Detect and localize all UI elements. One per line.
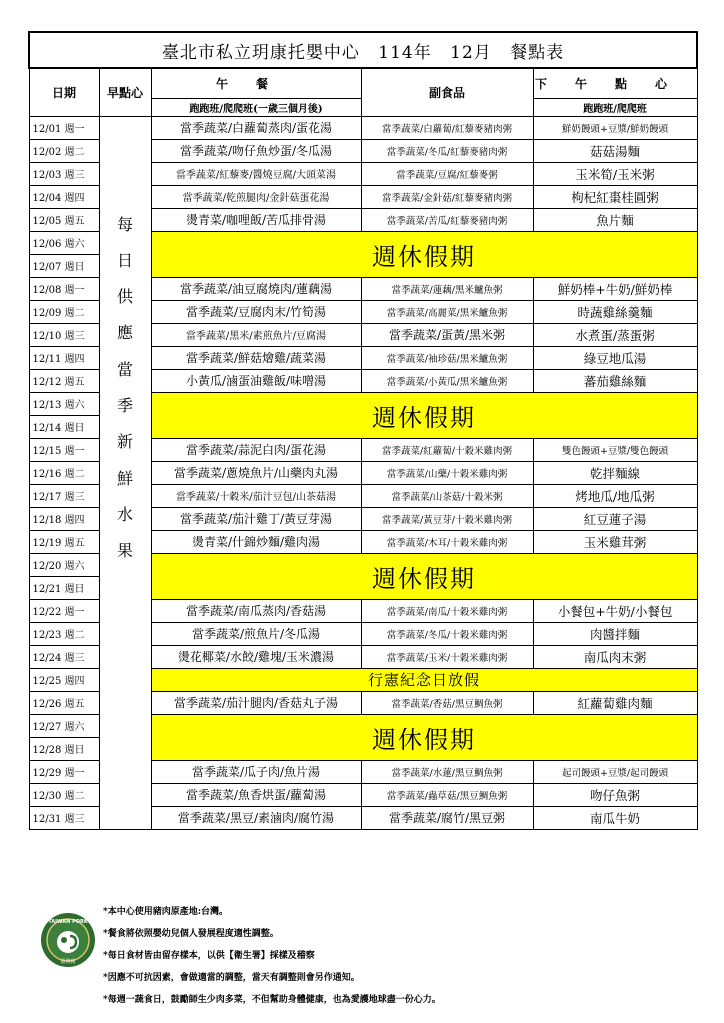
side-dish-cell: 當季蔬菜/苦瓜/紅藜麥豬肉粥 — [361, 208, 533, 231]
side-dish-cell: 當季蔬菜/香菇/黑豆鯛魚粥 — [361, 691, 533, 714]
date-cell: 12/17 週三 — [29, 484, 99, 507]
snack-cell: 小餐包+牛奶/小餐包 — [533, 599, 697, 622]
lunch-cell: 燙青菜/什錦炒麵/雞肉湯 — [151, 530, 361, 553]
lunch-cell: 當季蔬菜/黑米/素煎魚片/豆腐湯 — [151, 323, 361, 346]
snack-cell: 玉米筍/玉米粥 — [533, 162, 697, 185]
breakfast-char: 應 — [116, 323, 133, 343]
lunch-cell: 燙青菜/咖哩飯/苦瓜排骨湯 — [151, 208, 361, 231]
side-dish-cell: 當季蔬菜/木耳/十穀米雞肉粥 — [361, 530, 533, 553]
side-dish-cell: 當季蔬菜/南瓜/十穀米雞肉粥 — [361, 599, 533, 622]
snack-cell: 鮮奶饅頭+豆漿/鮮奶饅頭 — [533, 116, 697, 139]
snack-cell: 雙色饅頭+豆漿/雙色饅頭 — [533, 438, 697, 461]
side-dish-cell: 當季蔬菜/高麗菜/黑米鱸魚粥 — [361, 300, 533, 323]
lunch-cell: 當季蔬菜/蒜泥白肉/蛋花湯 — [151, 438, 361, 461]
lunch-cell: 當季蔬菜/茄汁腿肉/香菇丸子湯 — [151, 691, 361, 714]
side-dish-cell: 當季蔬菜/紅蘿蔔/十穀米雞肉粥 — [361, 438, 533, 461]
header-date: 日期 — [29, 68, 99, 116]
table-row — [29, 116, 697, 139]
weekend-holiday-cell: 週休假期 — [151, 714, 697, 760]
lunch-cell: 當季蔬菜/白蘿蔔蒸肉/蛋花湯 — [151, 116, 361, 139]
date-cell: 12/31 週三 — [29, 806, 99, 829]
lunch-cell: 當季蔬菜/煎魚片/冬瓜湯 — [151, 622, 361, 645]
taiwan-pork-logo — [40, 912, 96, 968]
date-cell: 12/01 週一 — [29, 116, 99, 139]
snack-cell: 烤地瓜/地瓜粥 — [533, 484, 697, 507]
lunch-cell: 當季蔬菜/蔥燒魚片/山藥肉丸湯 — [151, 461, 361, 484]
side-dish-cell: 當季蔬菜/蛋黃/黑米粥 — [361, 323, 533, 346]
side-dish-cell: 當季蔬菜/腐竹/黑豆粥 — [361, 806, 533, 829]
lunch-cell: 燙花椰菜/水餃/雞塊/玉米濃湯 — [151, 645, 361, 668]
lunch-cell: 當季蔬菜/黑豆/素滷肉/腐竹湯 — [151, 806, 361, 829]
side-dish-cell: 當季蔬菜/水蓮/黑豆鯛魚粥 — [361, 760, 533, 783]
date-cell: 12/30 週二 — [29, 783, 99, 806]
snack-cell: 吻仔魚粥 — [533, 783, 697, 806]
title-month: 12月 — [450, 42, 492, 63]
header-lunch: 午餐 — [151, 68, 361, 98]
header-snack: 下午點心 — [533, 68, 697, 98]
date-cell: 12/11 週四 — [29, 346, 99, 369]
lunch-cell: 當季蔬菜/南瓜蒸肉/香菇湯 — [151, 599, 361, 622]
breakfast-char: 水 — [116, 505, 133, 524]
side-dish-cell: 當季蔬菜/玉米/十穀米雞肉粥 — [361, 645, 533, 668]
weekend-holiday-cell: 週休假期 — [151, 392, 697, 438]
side-dish-cell: 當季蔬菜/山茶菇/十穀米粥 — [361, 484, 533, 507]
breakfast-cell — [99, 116, 151, 829]
snack-cell: 南瓜肉末粥 — [533, 645, 697, 668]
side-dish-cell: 當季蔬菜/蟲草菇/黑豆鯛魚粥 — [361, 783, 533, 806]
date-cell: 12/18 週四 — [29, 507, 99, 530]
date-cell: 12/08 週一 — [29, 277, 99, 300]
date-cell: 12/15 週一 — [29, 438, 99, 461]
snack-cell: 起司饅頭+豆漿/起司饅頭 — [533, 760, 697, 783]
header-snack-sub: 跑跑班/爬爬班 — [533, 98, 697, 116]
date-cell: 12/14 週日 — [29, 415, 99, 438]
date-cell: 12/02 週二 — [29, 139, 99, 162]
date-cell: 12/20 週六 — [29, 553, 99, 576]
page-title — [29, 32, 697, 68]
note-line: *因應不可抗因素，會做適當的調整，當天有調整則會另作通知。 — [103, 973, 360, 983]
menu-sheet — [28, 31, 696, 830]
snack-cell: 肉醬拌麵 — [533, 622, 697, 645]
date-cell: 12/04 週四 — [29, 185, 99, 208]
side-dish-cell: 當季蔬菜/蓮藕/黑米鱸魚粥 — [361, 277, 533, 300]
breakfast-char: 供 — [116, 287, 133, 307]
date-cell: 12/05 週五 — [29, 208, 99, 231]
lunch-cell: 小黃瓜/滷蛋油雞飯/味噌湯 — [151, 369, 361, 392]
lunch-cell: 當季蔬菜/油豆腐燒肉/蓮藕湯 — [151, 277, 361, 300]
snack-cell: 枸杞紅棗桂圓粥 — [533, 185, 697, 208]
side-dish-cell: 當季蔬菜/黃豆芽/十穀米雞肉粥 — [361, 507, 533, 530]
side-dish-cell: 當季蔬菜/冬瓜/十穀米雞肉粥 — [361, 622, 533, 645]
date-cell: 12/09 週二 — [29, 300, 99, 323]
note-line: *每日食材皆由留存樣本，以供【衛生署】採樣及稽察 — [103, 951, 315, 961]
side-dish-cell: 當季蔬菜/小黃瓜/黑米鱸魚粥 — [361, 369, 533, 392]
lunch-cell: 當季蔬菜/吻仔魚炒蛋/冬瓜湯 — [151, 139, 361, 162]
lunch-cell: 當季蔬菜/乾煎腿肉/金針菇蛋花湯 — [151, 185, 361, 208]
date-cell: 12/12 週五 — [29, 369, 99, 392]
title-year: 114年 — [378, 42, 432, 63]
date-cell: 12/16 週二 — [29, 461, 99, 484]
snack-cell: 綠豆地瓜湯 — [533, 346, 697, 369]
side-dish-cell: 當季蔬菜/冬瓜/紅藜麥豬肉粥 — [361, 139, 533, 162]
snack-cell: 時蔬雞絲羹麵 — [533, 300, 697, 323]
note-line: *每週一蔬食日，鼓勵師生少肉多菜，不但幫助身體健康，也為愛護地球盡一份心力。 — [103, 995, 441, 1005]
lunch-cell: 當季蔬菜/瓜子肉/魚片湯 — [151, 760, 361, 783]
snack-cell: 乾拌麵線 — [533, 461, 697, 484]
snack-cell: 紅蘿蔔雞肉麵 — [533, 691, 697, 714]
weekend-holiday-cell: 週休假期 — [151, 231, 697, 277]
snack-cell: 水煮蛋/蒸蛋粥 — [533, 323, 697, 346]
date-cell: 12/29 週一 — [29, 760, 99, 783]
lunch-cell: 當季蔬菜/茄汁雞丁/黃豆芽湯 — [151, 507, 361, 530]
date-cell: 12/23 週二 — [29, 622, 99, 645]
lunch-cell: 當季蔬菜/十穀米/茄汁豆包/山茶菇湯 — [151, 484, 361, 507]
breakfast-char: 新 — [116, 432, 133, 452]
snack-cell: 蕃茄雞絲麵 — [533, 369, 697, 392]
header-breakfast: 早點心 — [99, 68, 151, 116]
date-cell: 12/19 週五 — [29, 530, 99, 553]
header-side: 副食品 — [361, 68, 533, 116]
lunch-cell: 當季蔬菜/鮮菇燴雞/蔬菜湯 — [151, 346, 361, 369]
side-dish-cell: 當季蔬菜/豆腐/紅藜麥粥 — [361, 162, 533, 185]
breakfast-char: 季 — [116, 396, 133, 416]
side-dish-cell: 當季蔬菜/白蘿蔔/紅藜麥豬肉粥 — [361, 116, 533, 139]
date-cell: 12/21 週日 — [29, 576, 99, 599]
menu-table — [28, 31, 698, 830]
snack-cell: 魚片麵 — [533, 208, 697, 231]
date-cell: 12/22 週一 — [29, 599, 99, 622]
snack-cell: 菇菇湯麵 — [533, 139, 697, 162]
note-line: *本中心使用豬肉原產地:台灣。 — [103, 907, 229, 917]
side-dish-cell: 當季蔬菜/袖珍菇/黑米鱸魚粥 — [361, 346, 533, 369]
snack-cell: 鮮奶棒+牛奶/鮮奶棒 — [533, 277, 697, 300]
date-cell: 12/03 週三 — [29, 162, 99, 185]
national-holiday-cell: 行憲紀念日放假 — [151, 668, 697, 691]
date-cell: 12/27 週六 — [29, 714, 99, 737]
date-cell: 12/28 週日 — [29, 737, 99, 760]
weekend-holiday-cell: 週休假期 — [151, 553, 697, 599]
title-label: 餐點表 — [510, 42, 565, 63]
breakfast-char: 鮮 — [116, 468, 133, 488]
lunch-cell: 當季蔬菜/豆腐肉末/竹筍湯 — [151, 300, 361, 323]
breakfast-char: 每 — [116, 214, 133, 234]
snack-cell: 玉米雞茸粥 — [533, 530, 697, 553]
date-cell: 12/24 週三 — [29, 645, 99, 668]
logo-bottom-text: 臺灣豬 — [60, 959, 76, 965]
breakfast-char: 果 — [116, 541, 133, 561]
side-dish-cell: 當季蔬菜/山藥/十穀米雞肉粥 — [361, 461, 533, 484]
date-cell: 12/25 週四 — [29, 668, 99, 691]
note-line: *餐食將依照嬰幼兒個人發展程度適性調整。 — [103, 929, 279, 939]
date-cell: 12/06 週六 — [29, 231, 99, 254]
date-cell: 12/26 週五 — [29, 691, 99, 714]
breakfast-char: 當 — [116, 359, 133, 379]
lunch-cell: 當季蔬菜/紅藜麥/醬燒豆腐/大頭菜湯 — [151, 162, 361, 185]
date-cell: 12/07 週日 — [29, 254, 99, 277]
side-dish-cell: 當季蔬菜/金針菇/紅藜麥豬肉粥 — [361, 185, 533, 208]
title-org: 臺北市私立玥康托嬰中心 — [161, 42, 360, 63]
lunch-cell: 當季蔬菜/魚香烘蛋/蘿蔔湯 — [151, 783, 361, 806]
date-cell: 12/10 週三 — [29, 323, 99, 346]
breakfast-char: 日 — [116, 250, 133, 270]
snack-cell: 南瓜牛奶 — [533, 806, 697, 829]
date-cell: 12/13 週六 — [29, 392, 99, 415]
logo-top-text: TAIWAN PORK — [48, 919, 88, 925]
snack-cell: 紅豆蓮子湯 — [533, 507, 697, 530]
header-lunch-sub: 跑跑班/爬爬班(一歲三個月後) — [151, 98, 361, 116]
